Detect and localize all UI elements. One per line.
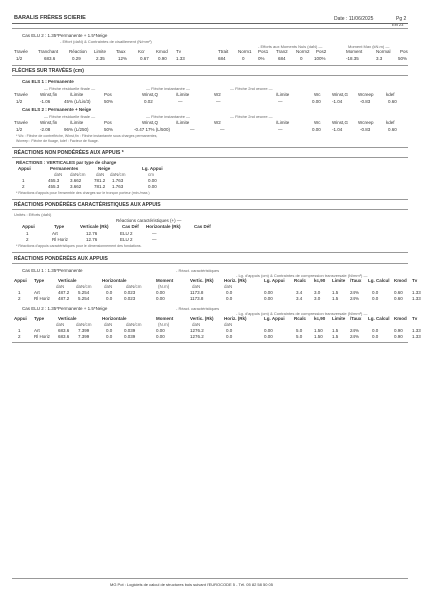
section-title-weighted-reactions: RÉACTIONS PONDÉRÉES AUX APPUIS — [14, 256, 108, 262]
els1-instant-subtitle: — Flèche instantanée — — [146, 86, 191, 91]
units-label: Unités : Efforts (daN) — [14, 212, 52, 217]
vertical-reactions-subtitle: RÉACTIONS : VERTICALES par type de charge — [16, 160, 117, 165]
case-els1-title: Cas ELS 1 : Permanente — [22, 79, 74, 84]
rule-s3-top — [12, 147, 408, 148]
rule-s2-under — [12, 75, 408, 76]
header-rule-2 — [12, 28, 408, 29]
elu2-char-subtitle: - Réact. caractéristiques — [176, 306, 220, 311]
els1-residual-subtitle: — Flèche résiduelle finale — — [44, 86, 96, 91]
footer-text: MG Pot : Logiciels de calcul de structures bois suivant l'EUROCODE 5 - Tél. 05 82 58 50 05 — [110, 582, 273, 587]
rule-s4-under — [12, 209, 408, 210]
rule-s5-bottom — [12, 342, 408, 343]
effort-subtitle: - Effort (daN) & Contraintes de cisaillement (N/mm²) — [60, 39, 152, 44]
els2-instant-subtitle: — Flèche instantanée — — [146, 114, 191, 119]
moments-null-subtitle: - Efforts aux Moments Nuls (daN) — — [258, 44, 323, 49]
rule-s5-top — [12, 252, 408, 253]
elu1-char-subtitle: - Réact. caractéristiques — [176, 268, 220, 273]
page-number: Pg 2 — [396, 16, 407, 22]
case-elu2-title: Cas ELU 2 : 1.35*Permanente + 1.5*Neige — [22, 33, 108, 38]
footer-rule — [12, 578, 408, 579]
header-rule — [12, 23, 408, 24]
rule-s2-top — [12, 65, 408, 66]
deflection-note-2: Wcreep : Flèche de fluage, kdef : Facteur de fluage. — [16, 139, 99, 143]
case-elu2b-title: Cas ELU 2 : 1.35*Permanente + 1.5*Neige — [22, 306, 108, 311]
section-title-deflections: FLÈCHES SUR TRAVÉES (cm) — [12, 68, 84, 74]
els2-residual-subtitle: — Flèche résiduelle finale — — [44, 114, 96, 119]
elu2-bearing-subtitle: - Lg. d'appuis (cm) & Contraintes de compression transversale (N/mm²) — — [236, 311, 368, 316]
moment-max-subtitle: Moment Max (kN.m) — — [348, 44, 390, 49]
section-title-characteristic-reactions: RÉACTIONS PONDÉRÉES CARACTÉRISTIQUES AUX APPUIS — [14, 202, 161, 208]
els1-2nd-subtitle: — Flèche 2nd œuvre — — [230, 86, 273, 91]
document-date: Date : 11/06/2025 — [334, 16, 374, 22]
case-els2-title: Cas ELS 2 : Permanente + Neige — [22, 107, 92, 112]
rule-s3-under — [12, 157, 408, 158]
elu1-bearing-subtitle: - Lg. d'appuis (cm) & Contraintes de compression transversale (N/mm²) — — [236, 273, 368, 278]
rule-s5-under — [12, 263, 408, 264]
document-page: BARALIS FRÈRES SCIERIE Date : 11/06/2025 Pg 2 Ext 23 Cas ELU 2 : 1.35*Permanente + 1.5*Neige - Effort (daN) & Contraintes de cisaillement (N/mm²) - Efforts aux Moments Nuls (daN) — Moment Max (kN.m) — Travée Tranchant Réaction Limite Taux Kcr Kmod Tv Ttrait Norm1 Pos1 Tran2 Norm2 Pos2 Moment Normal Pos 1/2 683.6 0.29 2.35 12% 0.67 0.90 1.33 684 0 0% 684 0 100% -18.35 3.3 50% FLÈCHES SUR TRAVÉES (cm) Cas ELS 1 : Permanente — Flèche résiduelle finale — — Flèche instantanée — — Flèche 2nd œuvre — Travée Winst,fin /Limite Pos Winst,Q /Limite W2 /Limite Wc Winst,G Wcreep kdef 1/2 -1.06 45% (L/Lis/3) 50% 0.02 — — — 0.00 -1.04 -0.83 0.60 Cas ELS 2 : Permanente + Neige — Flèche résiduelle finale — — Flèche instantanée — — Flèche 2nd œuvre — Travée Winst,fin /Limite Pos Winst,Q /Limite W2 /Limite Wc Winst,G Wcreep kdef 1/2 -2.08 96% (L/250) 50% -0.47 17% (L/500) — — — 0.00 -1.04 -0.83 0.60 * Wc : Flèche de contreflèche, Winst,fin : Flèche instantanée sous charges permanentes, Wcreep : Flèche de fluage, kdef : Facteur de fluage. RÉACTIONS NON PONDÉRÉES AUX APPUIS * RÉACTIONS : VERTICALES par type de charge Appui Permanentes Neige Lg. Appui daN daN/cm daN daN/cm cm 1 455.3 3.662 781.2 1.763 0.00 2 455.3 3.662 781.2 1.763 0.00 * Réactions d'appuis pour l'ensemble des charges sur le tronçon porteur (min./max.) RÉACTIONS PONDÉRÉES CARACTÉRISTIQUES AUX APPUIS Unités : Efforts (daN) Réactions caractéristiques (+) — Appui Type Verticale (Rk) Cas Déf Horizontale (Rk) Cas Déf 1 Art 12.76 ELU 2 — 2 Rl Horiz 12.76 ELU 2 — * Réactions d'appuis caractéristiques pour le dimensionnement des fondations. RÉACTIONS PONDÉRÉES AUX APPUIS Cas ELU 1 : 1.35*Permanente - Réact. caractéristiques - Lg. d'appuis (cm) & Contraintes de compression transversale (N/mm²) — Appui Type Verticale Horizontale Moment Vertic. (Rk) Horiz. (Rk) Lg. Appui Rcalc kc,90 Limite /Taux Lg. Calcul Kmod Tv daN daN/cm daN daN/cm (N.m) daN daN 1 Art 487.2 5.254 0.0 0.023 0.00 1173.8 0.0 0.00 3.4 3.0 1.5 24% 0.0 0.60 1.33 2 Rl Horiz 487.2 5.254 0.0 0.023 0.00 1173.8 0.0 0.00 3.4 3.0 1.5 24% 0.0 0.60 1.33 Cas ELU 2 : 1.35*Permanente + 1.5*Neige - Réact. caractéristiques - Lg. d'appuis (cm) & Contraintes de compression transversale (N/mm²) — Appui Type Verticale Horizontale Moment Vertic. (Rk) Horiz. (Rk) Lg. Appui Rcalc kc,90 Limite /Taux Lg. Calcul Kmod Tv daN daN/cm daN daN/cm (N.m) daN daN 1 Art 683.6 7.399 0.0 0.039 0.00 1276.2 0.0 0.00 5.0 1.50 1.5 24% 0.0 0.90 1.33 2 Rl Horiz 683.6 7.399 0.0 0.039 0.00 1276.2 0.0 0.00 5.0 1.50 1.5 24% 0.0 0.90 1.33 MG Pot : Logiciels de calcul de structures bois suivant l'EUROCODE 5 - Tél. 05 82 58 50 05 — [12, 15, 421, 587]
rule-s4-top — [12, 199, 408, 200]
company-name: BARALIS FRÈRES SCIERIE — [14, 15, 86, 21]
char-reactions-subtitle: Réactions caractéristiques (+) — — [116, 218, 182, 223]
reactions-note: * Réactions d'appuis pour l'ensemble des charges sur le tronçon porteur (min./max.) — [16, 191, 150, 195]
case-elu1-title: Cas ELU 1 : 1.35*Permanente — [22, 268, 83, 273]
page-ref: Ext 23 — [392, 22, 404, 27]
char-reactions-note: * Réactions d'appuis caractéristiques pour le dimensionnement des fondations. — [16, 244, 142, 248]
deflection-note-1: * Wc : Flèche de contreflèche, Winst,fin : Flèche instantanée sous charges permanentes, — [16, 134, 158, 138]
els2-2nd-subtitle: — Flèche 2nd œuvre — — [230, 114, 273, 119]
section-title-unweighted-reactions: RÉACTIONS NON PONDÉRÉES AUX APPUIS * — [14, 150, 124, 156]
